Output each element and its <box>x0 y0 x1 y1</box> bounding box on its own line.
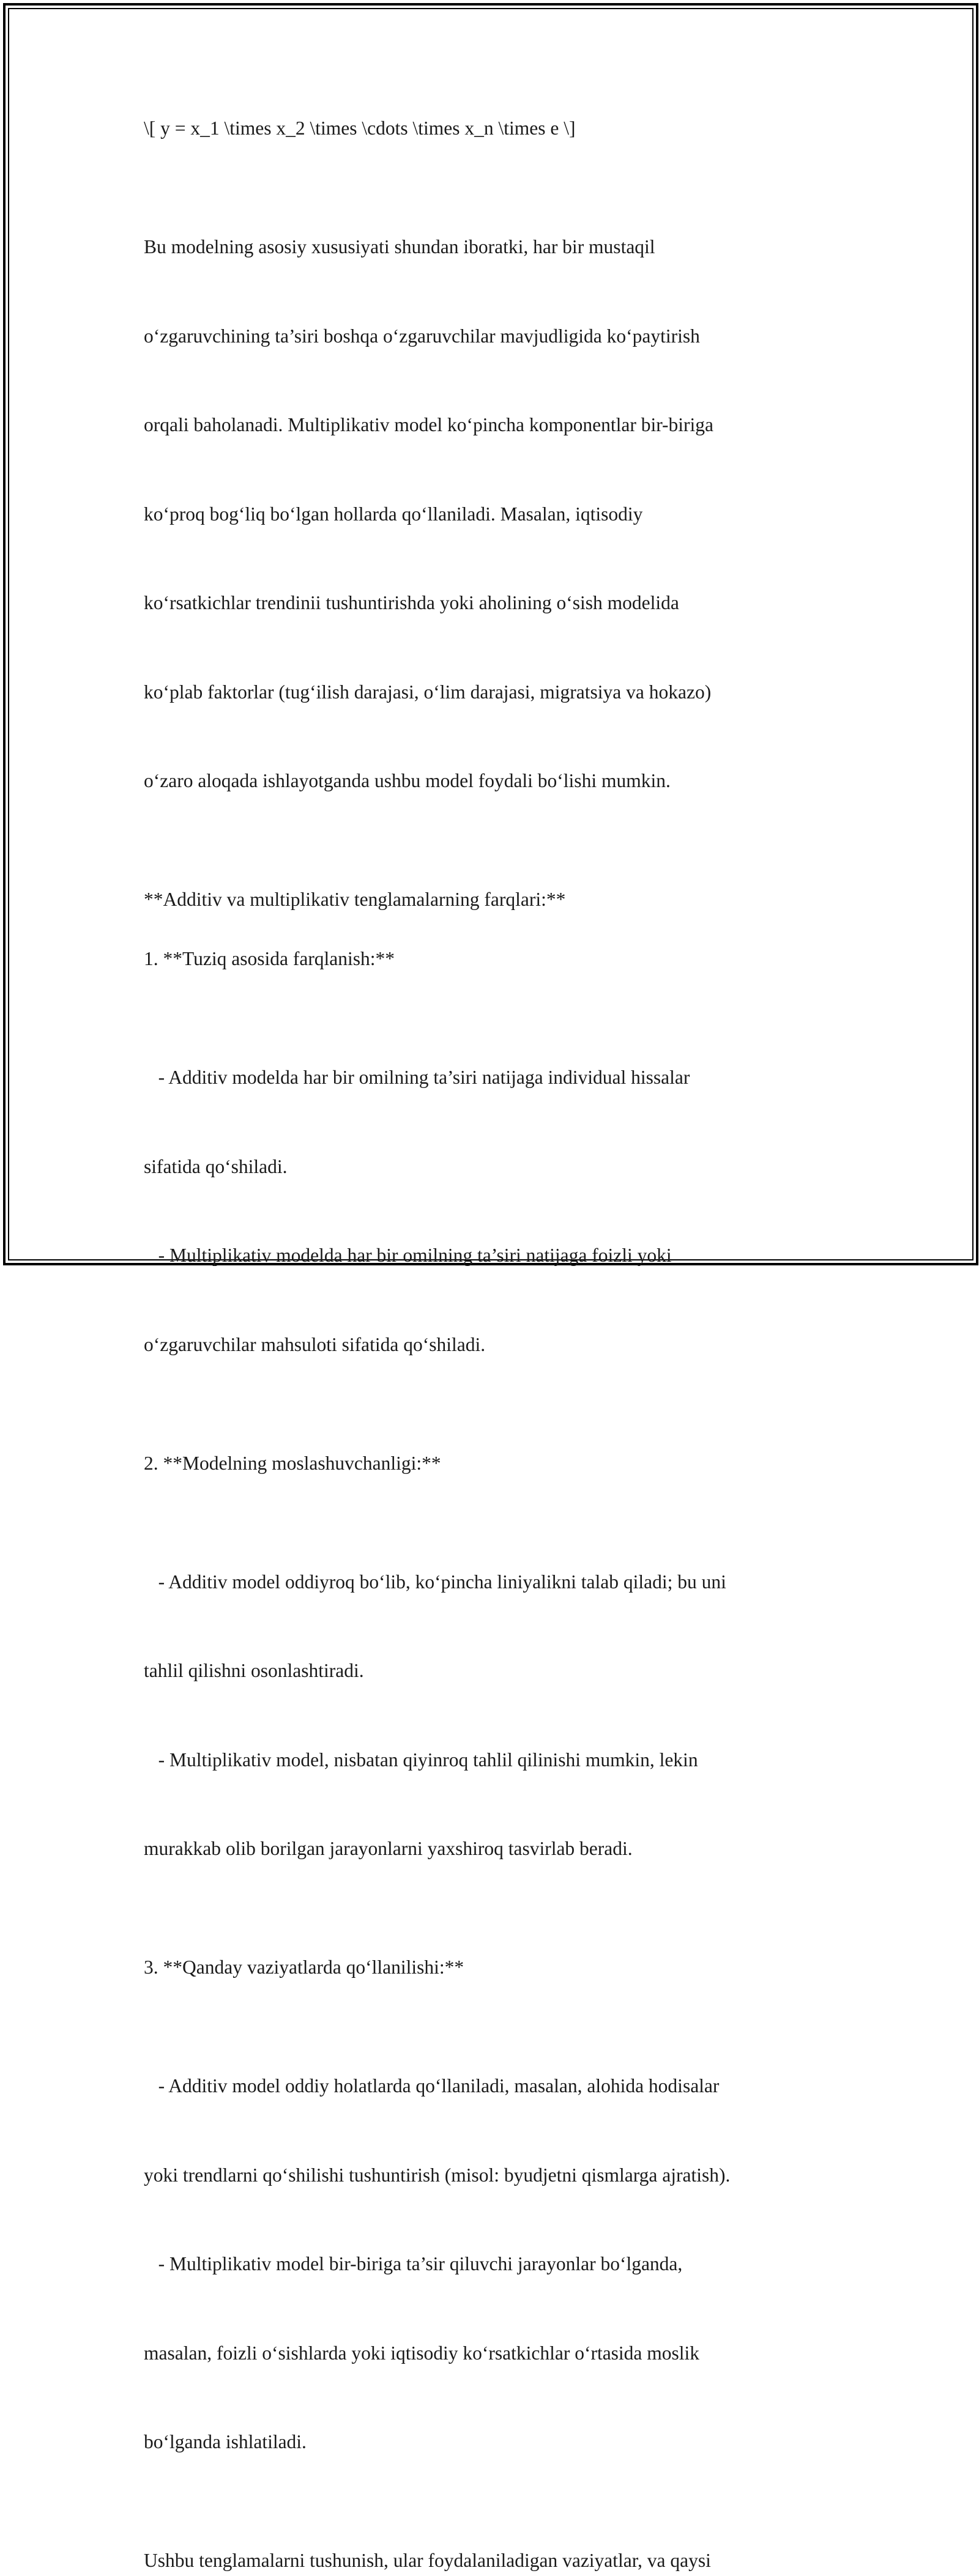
section-line: - Additiv model oddiyroq bo‘lib, ko‘pincha liniyalikni talab qiladi; bu uni <box>144 1571 726 1593</box>
closing-line: Ushbu tenglamalarni tushunish, ular foydalaniladigan vaziyatlar, va qaysi <box>144 2550 711 2571</box>
intro-line: o‘zgaruvchining ta’siri boshqa o‘zgaruvchilar mavjudligida ko‘paytirish <box>144 325 700 347</box>
intro-line: ko‘rsatkichlar trendinii tushuntirishda yoki aholining o‘sish modelida <box>144 592 679 613</box>
section-line: murakkab olib borilgan jarayonlarni yaxshiroq tasvirlab beradi. <box>144 1838 633 1859</box>
section-body <box>144 1004 841 1419</box>
paragraph-gap <box>144 915 841 945</box>
formula-text: \[ y = x_1 \times x_2 \times \cdots \times x_n \times e \] <box>144 117 576 139</box>
differences-heading: **Additiv va multiplikativ tenglamalarning farqlari:** <box>144 889 566 910</box>
section-line: masalan, foizli o‘sishlarda yoki iqtisodiy ko‘rsatkichlar o‘rtasida moslik <box>144 2342 700 2364</box>
section-line: - Multiplikativ modelda har bir omilning ta’siri natijaga foizli yoki <box>144 1245 672 1266</box>
intro-line: ko‘proq bog‘liq bo‘lgan hollarda qo‘llaniladi. Masalan, iqtisodiy <box>144 503 643 525</box>
intro-line: orqali baholanadi. Multiplikativ model ko‘pincha komponentlar bir-biriga <box>144 414 714 435</box>
section-line: - Multiplikativ model, nisbatan qiyinroq tahlil qilinishi mumkin, lekin <box>144 1749 698 1771</box>
section-line: - Multiplikativ model bir-biriga ta’sir qiluvchi jarayonlar bo‘lganda, <box>144 2253 683 2274</box>
paragraph-gap <box>144 144 841 174</box>
section-line: bo‘lganda ishlatiladi. <box>144 2431 307 2452</box>
section-line: o‘zgaruvchilar mahsuloti sifatida qo‘shiladi. <box>144 1333 486 1355</box>
intro-line: o‘zaro aloqada ishlayotganda ushbu model foydali bo‘lishi mumkin. <box>144 770 671 791</box>
intro-line: Bu modelning asosiy xususiyati shundan iboratki, har bir mustaqil <box>144 236 655 257</box>
paragraph-gap <box>144 1419 841 1449</box>
paragraph-gap <box>144 2517 841 2547</box>
intro-paragraph <box>144 173 841 856</box>
section-heading: 1. **Tuziq asosida farqlanish:** <box>144 948 395 969</box>
section-heading: 2. **Modelning moslashuvchanligi:** <box>144 1452 441 1474</box>
intro-line: ko‘plab faktorlar (tug‘ilish darajasi, o‘lim darajasi, migratsiya va hokazo) <box>144 681 712 703</box>
section-line: - Additiv modelda har bir omilning ta’siri natijaga individual hissalar <box>144 1067 690 1088</box>
paragraph-gap <box>144 1478 841 1508</box>
section-line: sifatida qo‘shiladi. <box>144 1155 288 1177</box>
document-body <box>144 114 841 2576</box>
section-line: tahlil qilishni osonlashtiradi. <box>144 1660 364 1681</box>
section-body <box>144 2012 841 2517</box>
section-line: - Additiv model oddiy holatlarda qo‘llaniladi, masalan, alohida hodisalar <box>144 2075 720 2097</box>
paragraph-gap <box>144 1983 841 2013</box>
paragraph-gap <box>144 1923 841 1953</box>
section-line: yoki trendlarni qo‘shilishi tushuntirish (misol: byudjetni qismlarga ajratish). <box>144 2164 731 2186</box>
paragraph-gap <box>144 974 841 1004</box>
section-heading: 3. **Qanday vaziyatlarda qo‘llanilishi:** <box>144 1956 464 1978</box>
paragraph-gap <box>144 856 841 886</box>
section-body <box>144 1508 841 1923</box>
